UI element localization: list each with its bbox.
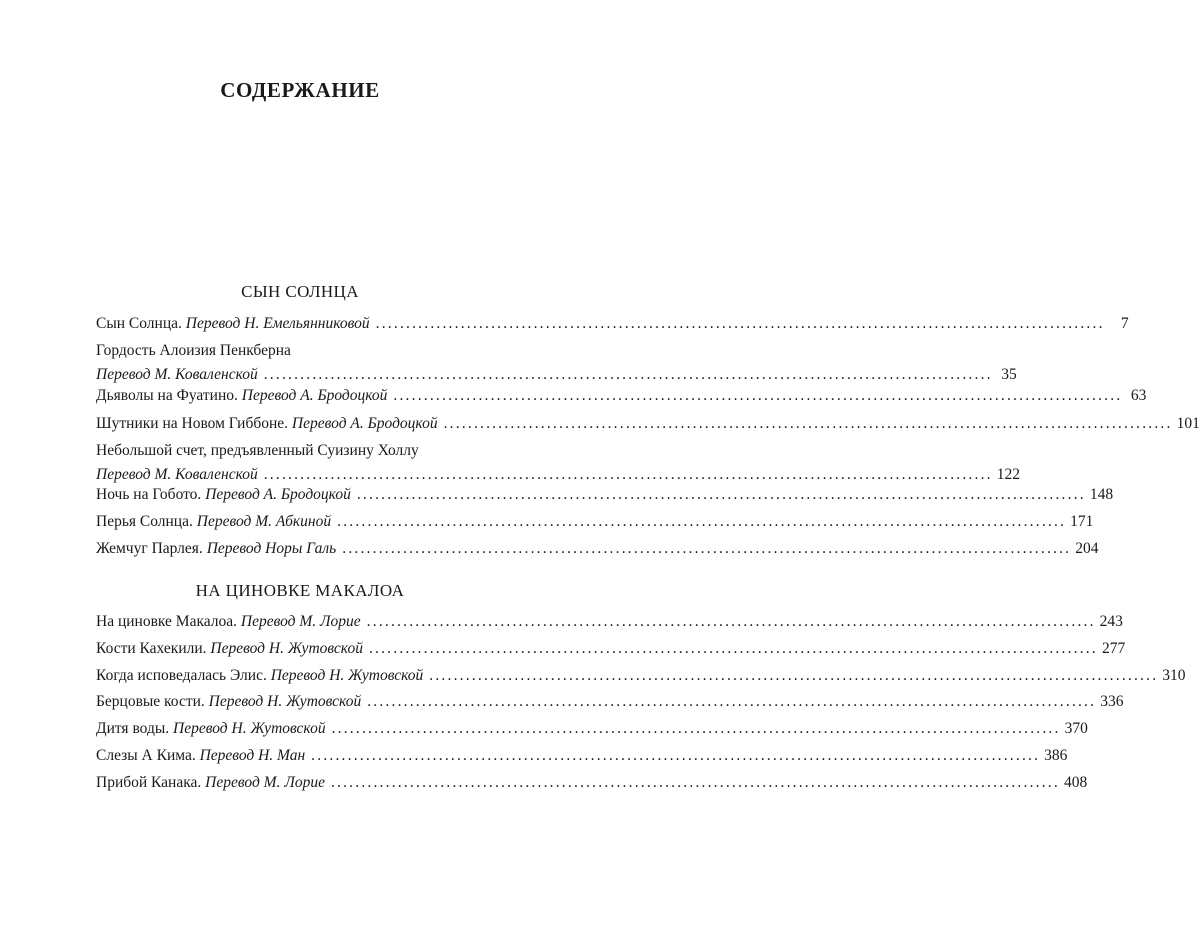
entry-page-number: 122 — [996, 466, 1020, 483]
entry-title: Ночь на Гобото. — [96, 486, 202, 503]
entry-translator: Перевод М. Лорие — [240, 613, 361, 630]
dot-leader: ........................................................................................................................ — [263, 466, 993, 483]
dot-leader: ........................................................................................................................ — [375, 315, 1105, 332]
entry-title: Перья Солнца. — [96, 513, 193, 530]
dot-leader: ........................................................................................................................ — [429, 667, 1159, 684]
entry-translator: Перевод М. Коваленской — [96, 366, 258, 383]
dot-leader: ........................................................................................................................ — [342, 540, 1072, 557]
entry-page-number: 204 — [1075, 540, 1099, 557]
entry-page-number: 148 — [1089, 486, 1114, 503]
dot-leader: ........................................................................................................................ — [368, 640, 1098, 657]
entry-page-number: 101 — [1176, 415, 1200, 432]
entry-title: Шутники на Новом Гиббоне. — [96, 415, 289, 432]
entry-translator: Перевод Н. Жутовской — [173, 720, 326, 737]
toc-entry[interactable] — [96, 312, 1129, 336]
entry-translator: Перевод Н. Жутовской — [270, 667, 424, 684]
entry-page-number: 336 — [1100, 693, 1124, 710]
entry-page-number: 310 — [1162, 667, 1186, 684]
dot-leader: ........................................................................................................................ — [311, 747, 1041, 764]
toc-entry[interactable] — [96, 610, 1123, 634]
entry-title: Слезы А Кима. — [96, 747, 196, 764]
entry-translator: Перевод М. Лорие — [205, 774, 325, 791]
toc-entry[interactable] — [96, 537, 1099, 561]
entry-translator: Перевод Н. Емельянниковой — [185, 315, 370, 332]
dot-leader: ........................................................................................................................ — [356, 486, 1086, 503]
toc-entry[interactable] — [96, 744, 1068, 768]
entry-title: Берцовые кости. — [96, 693, 205, 710]
dot-leader: ........................................................................................................................ — [337, 513, 1067, 530]
entry-translator: Перевод Норы Галь — [206, 540, 337, 557]
entry-title: Жемчуг Парлея. — [96, 540, 203, 557]
section-heading: СЫН СОЛНЦА — [241, 282, 359, 301]
dot-leader: ........................................................................................................................ — [367, 693, 1097, 710]
toc-entry[interactable] — [96, 412, 1200, 436]
entry-translator: Перевод М. Коваленской — [96, 466, 258, 483]
toc-entry[interactable] — [96, 690, 1124, 714]
entry-translator: Перевод А. Бродоцкой — [241, 387, 388, 404]
entry-page-number: 171 — [1070, 513, 1094, 530]
toc-entry[interactable] — [96, 339, 1017, 387]
entry-translator: Перевод Н. Жутовской — [208, 693, 362, 710]
entry-page-number: 370 — [1064, 720, 1088, 737]
toc-entry[interactable] — [96, 664, 1186, 688]
entry-page-number: 63 — [1130, 387, 1147, 404]
entry-title: Сын Солнца. — [96, 315, 182, 332]
entry-title: Дитя воды. — [96, 720, 170, 737]
entry-title: Дьяволы на Фуатино. — [96, 387, 238, 404]
toc-entry[interactable] — [96, 510, 1094, 534]
toc-entry[interactable] — [96, 439, 1020, 487]
entry-title: Небольшой счет, предъявленный Суизину Холлу — [96, 442, 419, 459]
section-heading: НА ЦИНОВКЕ МАКАЛОА — [195, 581, 405, 600]
toc-entry[interactable] — [96, 483, 1114, 507]
dot-leader: ........................................................................................................................ — [330, 774, 1060, 791]
entry-page-number: 277 — [1101, 640, 1126, 657]
dot-leader: ........................................................................................................................ — [393, 387, 1123, 404]
entry-title: Прибой Канака. — [96, 774, 202, 791]
entry-translator: Перевод А. Бродоцкой — [205, 486, 351, 503]
entry-page-number: 243 — [1099, 613, 1123, 630]
entry-title: На циновке Макалоа. — [96, 613, 238, 630]
toc-entry[interactable] — [96, 384, 1147, 408]
toc-entry[interactable] — [96, 717, 1088, 741]
entry-translator: Перевод А. Бродоцкой — [291, 415, 438, 432]
entry-title: Гордость Алоизия Пенкберна — [96, 342, 291, 359]
dot-leader: ........................................................................................................................ — [366, 613, 1096, 630]
entry-page-number: 408 — [1063, 774, 1088, 791]
entry-translator: Перевод М. Абкиной — [196, 513, 332, 530]
toc-entry[interactable] — [96, 771, 1088, 795]
page-title: СОДЕРЖАНИЕ — [220, 78, 380, 102]
toc-entry[interactable] — [96, 637, 1126, 661]
entry-page-number: 386 — [1044, 747, 1068, 764]
entry-page-number: 7 — [1120, 315, 1129, 332]
dot-leader: ........................................................................................................................ — [443, 415, 1173, 432]
entry-translator: Перевод Н. Ман — [199, 747, 306, 764]
entry-title: Кости Кахекили. — [96, 640, 207, 657]
entry-page-number: 35 — [1001, 366, 1017, 383]
dot-leader: ........................................................................................................................ — [263, 366, 993, 383]
entry-title: Когда исповедалась Элис. — [96, 667, 267, 684]
entry-translator: Перевод Н. Жутовской — [210, 640, 363, 657]
dot-leader: ........................................................................................................................ — [331, 720, 1061, 737]
